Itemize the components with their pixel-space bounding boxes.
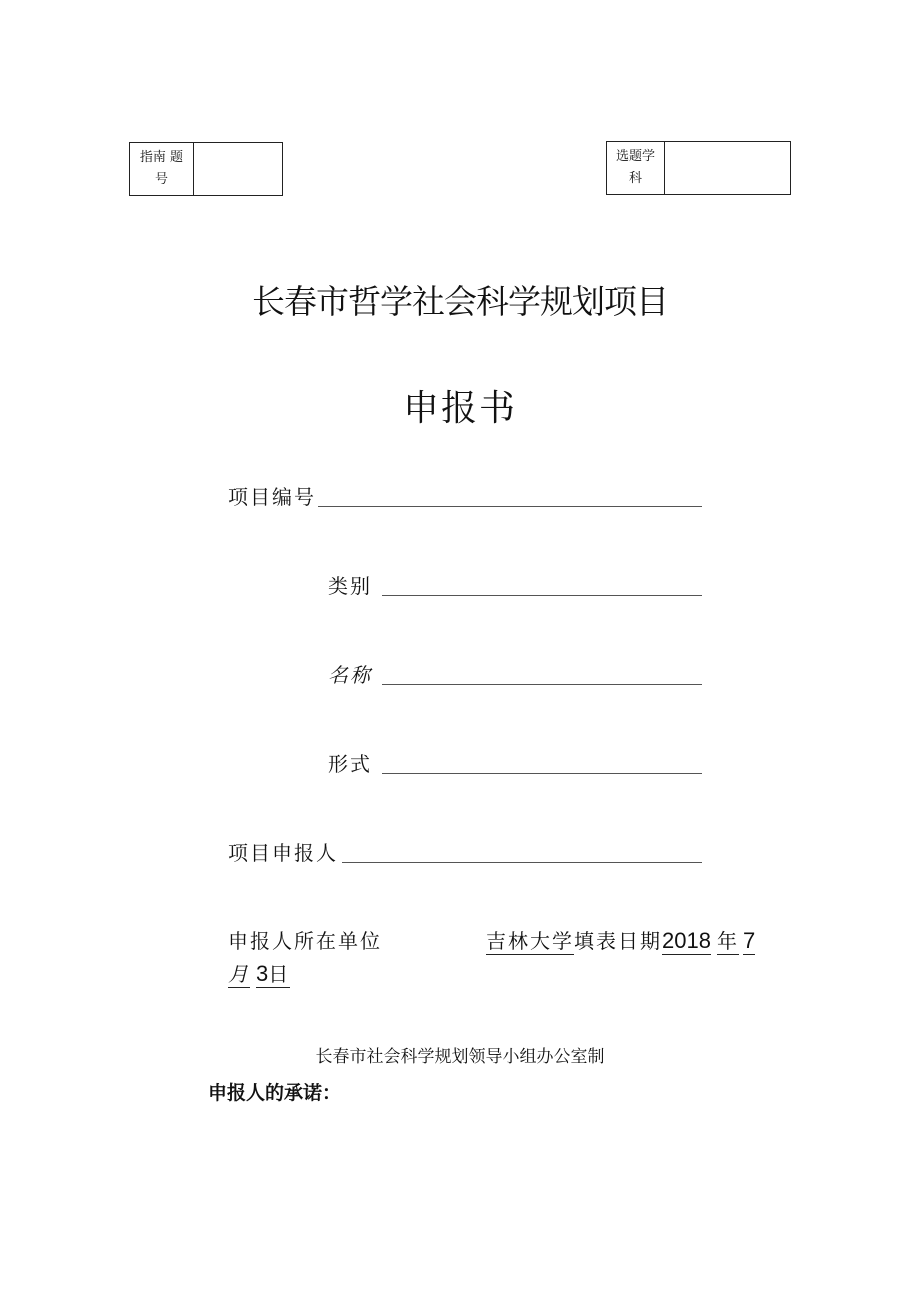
project-number-label: 项目编号 — [228, 485, 316, 509]
date-month[interactable]: 7 — [742, 928, 756, 953]
unit-label: 申报人所在单位 — [228, 929, 382, 953]
guide-number-box — [129, 142, 283, 196]
date-label: 填表日期 — [574, 929, 662, 953]
date-month-unit: 月 — [228, 962, 250, 986]
guide-number-field[interactable] — [194, 143, 282, 195]
date-day[interactable]: 3 — [256, 961, 269, 986]
applicant-promise-heading: 申报人的承诺： — [208, 1082, 342, 1104]
form-field[interactable] — [382, 773, 702, 774]
date-continuation — [228, 958, 290, 987]
subject-label-line2: 科 — [628, 171, 642, 186]
document-title: 长春市哲学社会科学规划项目 — [252, 282, 668, 321]
document-subtitle: 申报书 — [402, 388, 517, 429]
subject-box — [606, 141, 791, 195]
form-label: 形式 — [328, 752, 372, 776]
applicant-field[interactable] — [342, 862, 702, 863]
name-field[interactable] — [382, 684, 702, 685]
project-number-field[interactable] — [318, 506, 702, 507]
guide-number-label-line2: 号 — [154, 172, 168, 187]
applicant-label: 项目申报人 — [228, 841, 338, 865]
issuing-organization: 长春市社会科学规划领导小组办公室制 — [315, 1047, 605, 1067]
date-day-unit: 日 — [268, 962, 291, 986]
subject-label — [607, 142, 665, 194]
subject-label-line1: 选题学 — [615, 149, 655, 164]
category-label: 类别 — [328, 574, 372, 598]
subject-field[interactable] — [665, 142, 790, 194]
date-year-unit: 年 — [716, 929, 739, 953]
unit-date-row — [486, 925, 755, 954]
name-label: 名称 — [328, 663, 372, 687]
category-field[interactable] — [382, 595, 702, 596]
guide-number-label — [130, 143, 194, 195]
guide-number-label-line1: 指南 题 — [139, 150, 184, 165]
unit-value[interactable]: 吉林大学 — [486, 929, 574, 953]
date-year[interactable]: 2018 — [662, 928, 711, 953]
